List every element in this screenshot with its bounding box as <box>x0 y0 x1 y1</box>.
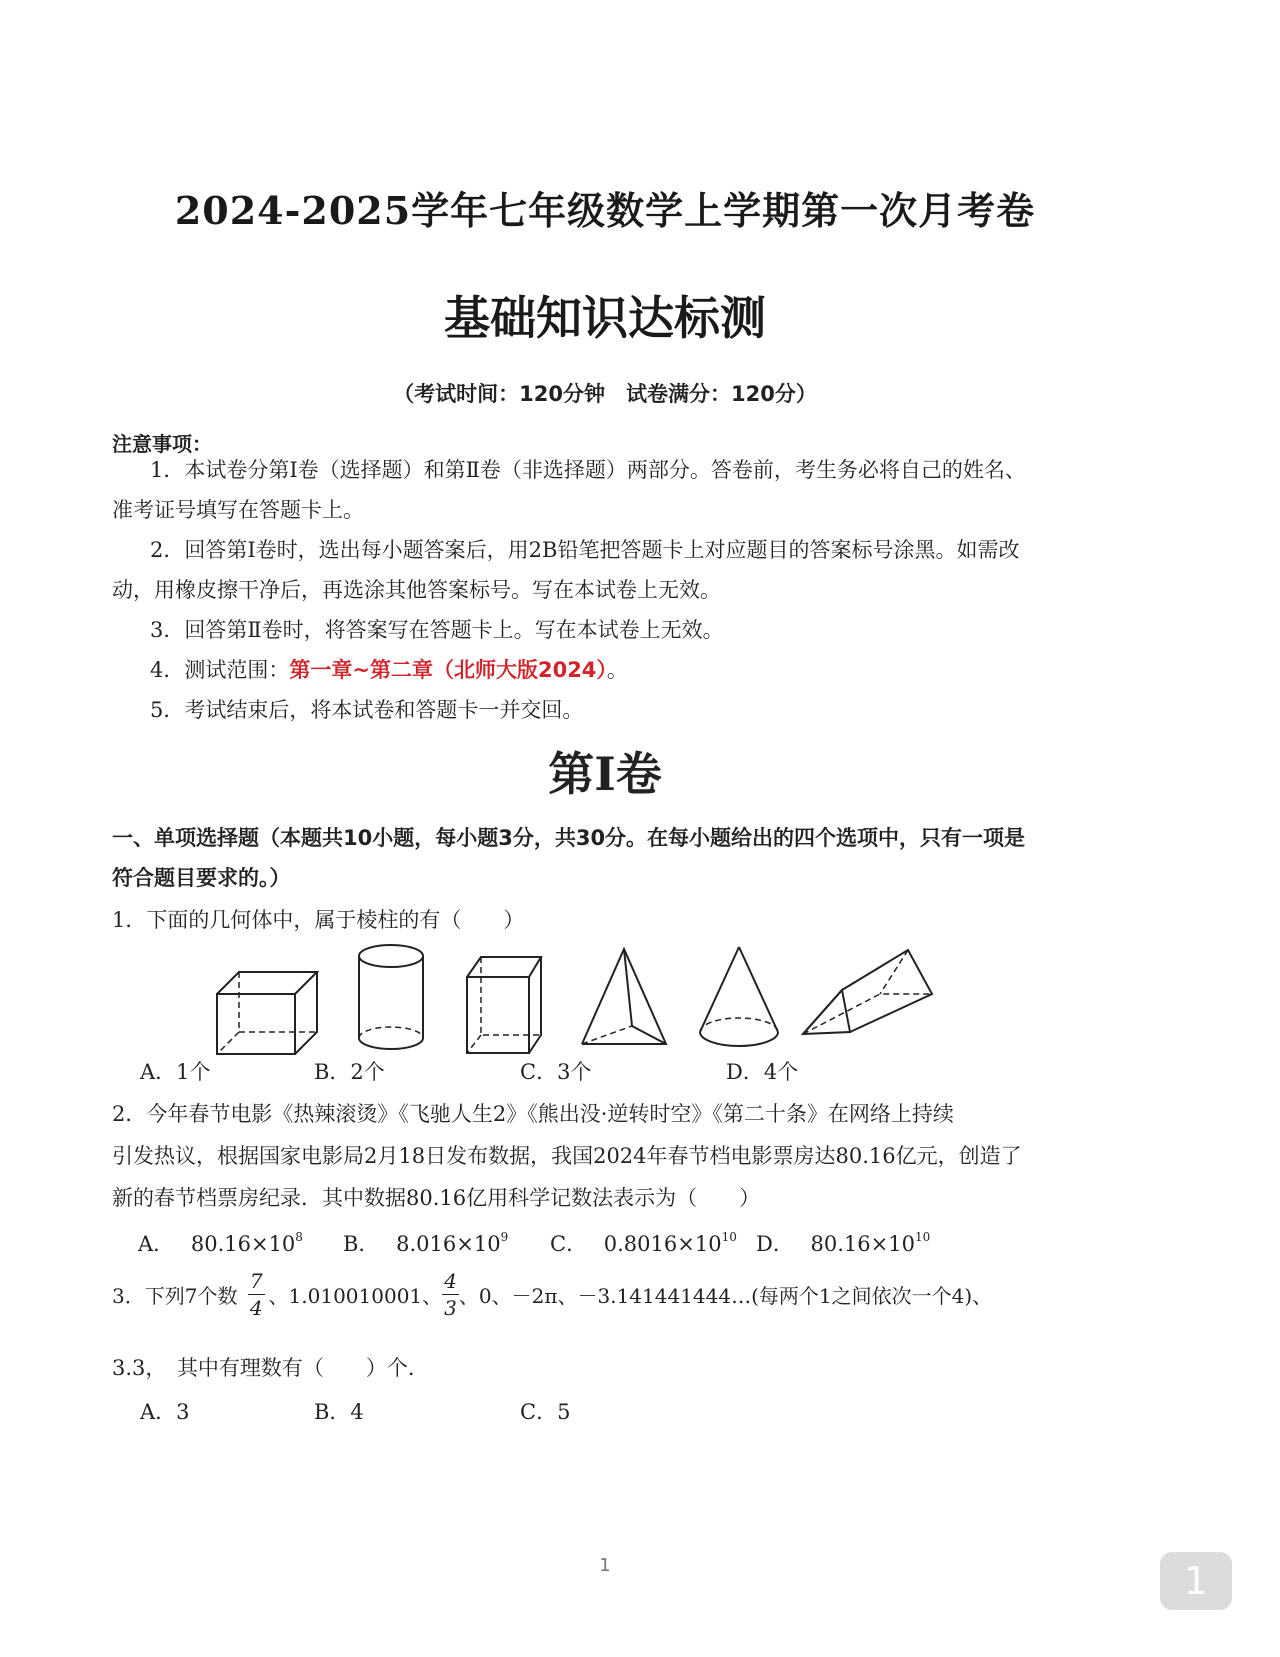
q2-option-c-exp: 10 <box>721 1230 737 1244</box>
q3-fraction-7-4 <box>248 1268 265 1321</box>
q2-option-b <box>343 1228 508 1258</box>
notice-item-3: 3．回答第Ⅱ卷时，将答案写在答题卡上。写在本试卷上无效。 <box>150 618 724 642</box>
notice-item-1: 1．本试卷分第Ⅰ卷（选择题）和第Ⅱ卷（非选择题）两部分。答卷前，考生务必将自己的姓名、 <box>150 458 1026 482</box>
q1-option-a: A．1个 <box>140 1060 211 1084</box>
notice-item-4-label: 4．测试范围： <box>150 658 290 682</box>
question-1-text: 1．下面的几何体中，属于棱柱的有（ ） <box>112 908 525 932</box>
question-3-line-1 <box>112 1268 992 1321</box>
q2-option-d-exp: 10 <box>914 1230 931 1244</box>
q2-option-b-label: B． <box>343 1232 380 1256</box>
q3-option-b: B．4 <box>314 1400 364 1424</box>
notice-item-2: 2．回答第Ⅰ卷时，选出每小题答案后，用2B铅笔把答题卡上对应题目的答案标号涂黑。如需改 <box>150 538 1020 562</box>
q2-option-c <box>550 1228 737 1258</box>
cone-icon <box>697 944 781 1054</box>
notice-item-4-end: 。 <box>606 658 628 682</box>
q2-option-c-label: C． <box>550 1232 588 1256</box>
section-heading: 一、单项选择题（本题共10小题，每小题3分，共30分。在每小题给出的四个选项中，只有一项是 <box>112 826 1026 850</box>
rectangular-prism-icon <box>215 968 325 1058</box>
q2-option-d-base: 80.16×10 <box>810 1232 915 1256</box>
exam-title: 2024-2025学年七年级数学上学期第一次月考卷 <box>174 188 1036 233</box>
question-3-line-2: 3.3， 其中有理数有（ ）个. <box>112 1356 415 1380</box>
page-indicator-badge[interactable]: 1 <box>1160 1552 1232 1610</box>
volume-title: 第Ⅰ卷 <box>548 747 662 801</box>
question-2-line-2: 引发热议，根据国家电影局2月18日发布数据，我国2024年春节档电影票房达80.16亿元，创造了 <box>112 1144 1022 1168</box>
notice-item-1-cont: 准考证号填写在答题卡上。 <box>112 498 364 522</box>
q2-option-d-label: D． <box>756 1232 794 1256</box>
q2-option-b-exp: 9 <box>500 1230 509 1244</box>
notice-item-2-cont: 动，用橡皮擦干净后，再选涂其他答案标号。写在本试卷上无效。 <box>112 578 721 602</box>
q3-fraction-4-3 <box>442 1268 459 1321</box>
section-heading-cont: 符合题目要求的。） <box>112 866 291 890</box>
q3-rest-text: 、0、－2π、－3.141441444…(每两个1之间依次一个4)、 <box>458 1284 993 1308</box>
q2-option-b-base: 8.016×10 <box>396 1232 501 1256</box>
q3-frac2-den: 3 <box>444 1296 457 1320</box>
q3-mid-text: 、1.010010001、 <box>268 1284 443 1308</box>
q1-option-d: D．4个 <box>726 1060 799 1084</box>
test-scope-highlight: 第一章~第二章（北师大版2024） <box>289 658 607 682</box>
q2-option-c-base: 0.8016×10 <box>603 1232 722 1256</box>
q2-option-a-exp: 8 <box>295 1230 303 1244</box>
triangular-pyramid-icon <box>580 946 670 1052</box>
triangular-prism-icon <box>800 948 940 1040</box>
notice-item-5: 5．考试结束后，将本试卷和答题卡一并交回。 <box>150 698 584 722</box>
q3-prefix: 3．下列7个数 <box>112 1284 238 1308</box>
q2-option-a <box>138 1228 303 1258</box>
question-2-line-3: 新的春节档票房纪录．其中数据80.16亿用科学记数法表示为（ ） <box>112 1186 761 1210</box>
q2-option-a-base: 80.16×10 <box>190 1232 296 1256</box>
q3-option-c: C．5 <box>520 1400 571 1424</box>
notice-heading: 注意事项： <box>112 432 212 456</box>
q2-option-d <box>756 1228 930 1258</box>
q3-frac1-num: 7 <box>249 1269 263 1293</box>
exam-subtitle: 基础知识达标测 <box>444 291 766 345</box>
page-number: 1 <box>599 1555 611 1576</box>
q3-frac2-num: 4 <box>444 1269 457 1293</box>
notice-item-4 <box>150 654 628 684</box>
q1-option-b: B．2个 <box>314 1060 385 1084</box>
square-prism-icon <box>465 955 545 1055</box>
q1-option-c: C．3个 <box>520 1060 592 1084</box>
question-2-line-1: 2．今年春节电影《热辣滚烫》《飞驰人生2》《熊出没·逆转时空》《第二十条》在网络上持续 <box>112 1102 954 1126</box>
q2-option-a-label: A． <box>138 1232 175 1256</box>
q3-frac1-den: 4 <box>249 1296 263 1320</box>
exam-info: （考试时间：120分钟 试卷满分：120分） <box>393 382 817 406</box>
q3-option-a: A．3 <box>140 1400 190 1424</box>
cylinder-icon <box>356 942 426 1054</box>
